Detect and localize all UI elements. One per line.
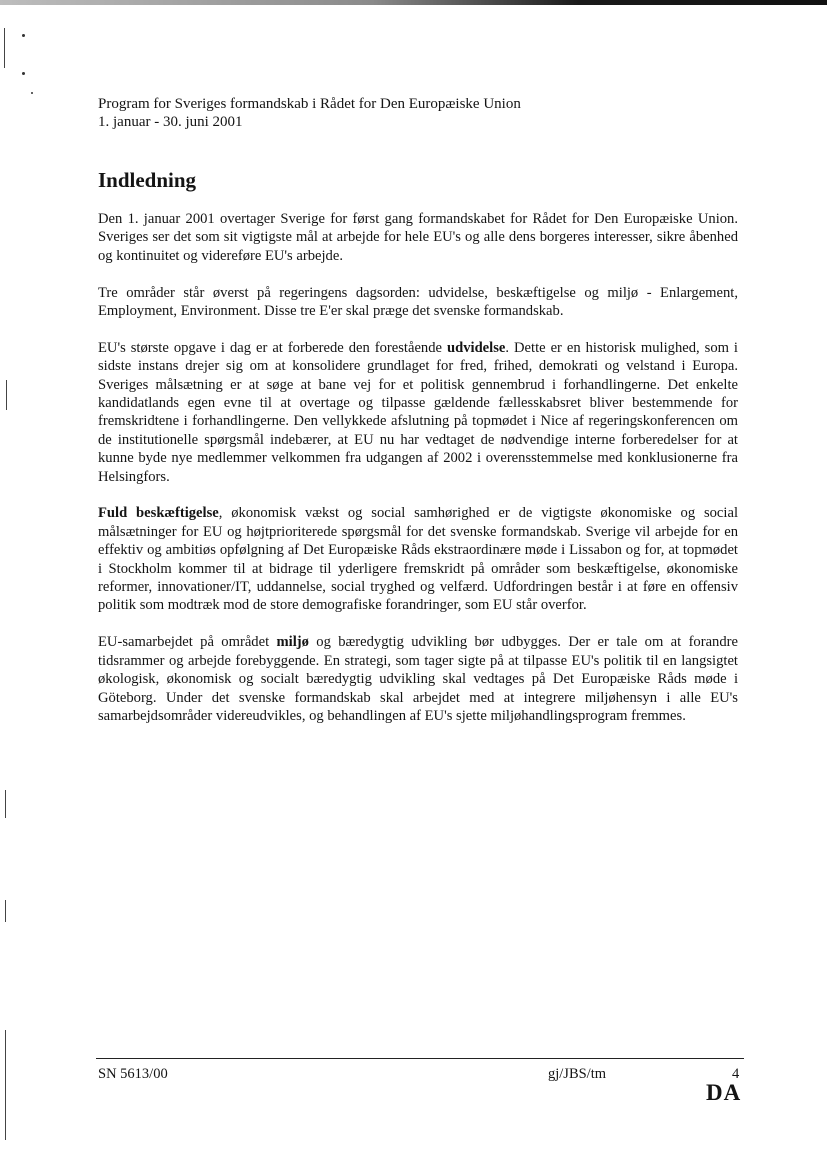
keyword-employment: Fuld beskæftigelse [98, 505, 219, 522]
section-heading: Indledning [98, 168, 197, 192]
scan-margin-mark [5, 900, 6, 922]
paragraph-employment-text: , økonomisk vækst og social samhørighed er de vigtigste økonomiske og social målsætninger for EU og højtprioriterede spørgsmål for det svenske formandskab. Sverige vil arbejde for en effektiv og ambitiøs opfølgning af Det Europæiske Råds ekstraordinære møde i Lissabon og for, at topmødet i Stockholm kommer til at bidrage til yderligere fremskridt på områder som beskæftigelse, økonomiske reformer, innovationer/IT, uddannelse, social tryghed og velfærd. Udfordringen består i at føre en offensiv politik som modtræk mod de store demografiske forandringer, som EU står overfor. [98, 505, 738, 614]
scan-speck [22, 72, 25, 75]
scan-margin-mark [4, 28, 5, 68]
keyword-environment: miljø [276, 634, 309, 651]
paragraph-intro: Den 1. januar 2001 overtager Sverige for først gang formandskabet for Rådet for Den Europæiske Union. Sveriges ser det som sit vigtigste mål at arbejde for hele EU's og alle dens borgeres interesser, sikre åbenhed og kontinuitet og videreføre EU's arbejde. [98, 211, 738, 264]
footer-language-code: DA [706, 1080, 742, 1105]
paragraph-enlargement-text: . Dette er en historisk mulighed, som i sidste instans drejer sig om at konsolidere grundlaget for fred, frihed, demokrati og velstand i Europa. Sveriges målsætning er at søge at bane vej for et politisk gennembrud i forhandlingerne. Det enkelte kandidatlands egen evne til at overtage og tilpasse gældende fællesskabsret bliver bestemmende for fremskridtene i forhandlingerne. Den vellykkede afslutning på topmødet i Nice af regeringskonferencen om de institutionelle spørgsmål indebærer, at EU nu har vedtaget de nødvendige interne forberedelser for at kunne byde nye medlemmer velkommen fra udgangen af 2002 i overensstemmelse med konklusionerne fra Helsingfors. [98, 339, 738, 485]
paragraph-employment [98, 504, 738, 614]
scan-speck [31, 92, 33, 94]
header-title: Program for Sveriges formandskab i Rådet for Den Europæiske Union [98, 96, 521, 112]
footer-page-number: 4 [732, 1066, 740, 1082]
paragraph-enlargement-lead: EU's største opgave i dag er at forberede den forestående [98, 339, 447, 356]
scan-margin-mark [5, 1030, 6, 1140]
scan-speck [22, 34, 25, 37]
paragraph-priorities: Tre områder står øverst på regeringens dagsorden: udvidelse, beskæftigelse og miljø - Enlargement, Employment, Environment. Disse tre E'er skal præge det svenske formandskab. [98, 284, 738, 320]
document-body [98, 210, 738, 744]
footer-initials: gj/JBS/tm [548, 1066, 607, 1082]
scan-top-edge [0, 0, 827, 5]
paragraph-environment-text: og bæredygtig udvikling bør udbygges. Der er tale om at forandre tidsrammer og arbejde forebyggende. En strategi, som tager sigte på at tilpasse EU's politik til en langsigtet økologisk, økonomisk og socialt bæredygtig udvikling skal vedtages på Det Europæiske Råds møde i Göteborg. Under det svenske formandskab skal arbejdet med at integrere miljøhensyn i alle EU's samarbejdsområder videreudvikles, og behandlingen af EU's sjette miljøhandlingsprogram fremmes. [98, 634, 738, 724]
scan-margin-mark [5, 790, 6, 818]
keyword-enlargement: udvidelse [446, 339, 506, 356]
paragraph-environment-lead: EU-samarbejdet på området [98, 634, 277, 651]
document-header [98, 95, 758, 131]
scan-margin-mark [6, 380, 7, 410]
footer-document-reference: SN 5613/00 [98, 1066, 168, 1082]
header-period: 1. januar - 30. juni 2001 [98, 114, 243, 130]
footer-divider [96, 1058, 744, 1059]
paragraph-enlargement [98, 339, 738, 486]
paragraph-environment [98, 633, 738, 725]
